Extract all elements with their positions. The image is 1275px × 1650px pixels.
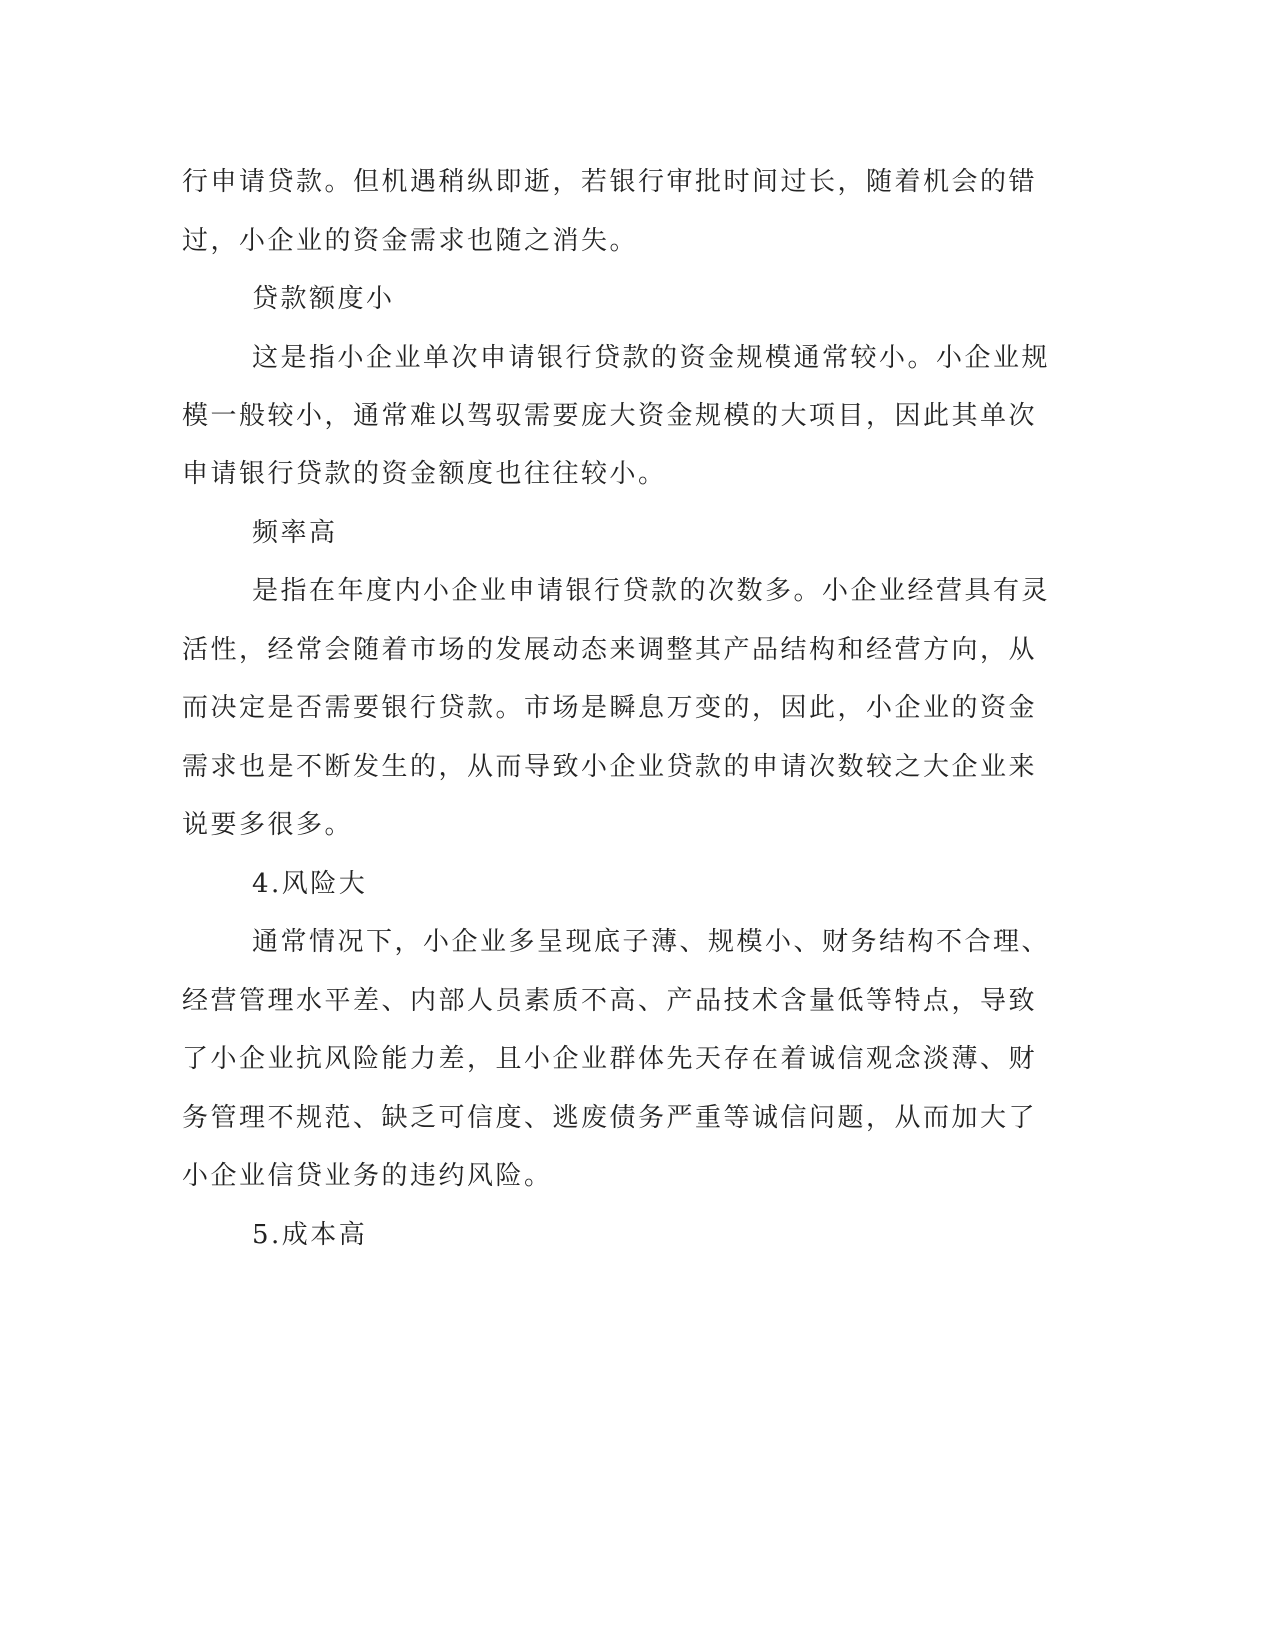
paragraph-line: 务管理不规范、缺乏可信度、逃废债务严重等诚信问题，从而加大了 [182, 1103, 1038, 1133]
paragraph-line: 过，小企业的资金需求也随之消失。 [182, 226, 639, 256]
paragraph-line: 说要多很多。 [182, 810, 354, 840]
paragraph-line: 行申请贷款。但机遇稍纵即逝，若银行审批时间过长，随着机会的错 [182, 167, 1038, 197]
paragraph-line: 申请银行贷款的资金额度也往往较小。 [182, 459, 667, 489]
paragraph-line: 活性，经常会随着市场的发展动态来调整其产品结构和经营方向，从 [182, 635, 1038, 665]
section-heading: 频率高 [252, 518, 338, 548]
paragraph-line: 模一般较小，通常难以驾驭需要庞大资金规模的大项目，因此其单次 [182, 401, 1038, 431]
paragraph-line: 这是指小企业单次申请银行贷款的资金规模通常较小。小企业规 [252, 343, 1051, 373]
paragraph-line: 小企业信贷业务的违约风险。 [182, 1161, 553, 1191]
paragraph-line: 是指在年度内小企业申请银行贷款的次数多。小企业经营具有灵 [252, 576, 1051, 606]
section-heading: 5.成本高 [252, 1220, 368, 1250]
paragraph-line: 通常情况下，小企业多呈现底子薄、规模小、财务结构不合理、 [252, 927, 1051, 957]
paragraph-line: 了小企业抗风险能力差，且小企业群体先天存在着诚信观念淡薄、财 [182, 1044, 1038, 1074]
paragraph-line: 经营管理水平差、内部人员素质不高、产品技术含量低等特点，导致 [182, 986, 1038, 1016]
section-heading: 贷款额度小 [252, 284, 395, 314]
section-heading: 4.风险大 [252, 869, 368, 899]
paragraph-line: 而决定是否需要银行贷款。市场是瞬息万变的，因此，小企业的资金 [182, 693, 1038, 723]
paragraph-line: 需求也是不断发生的，从而导致小企业贷款的申请次数较之大企业来 [182, 752, 1038, 782]
